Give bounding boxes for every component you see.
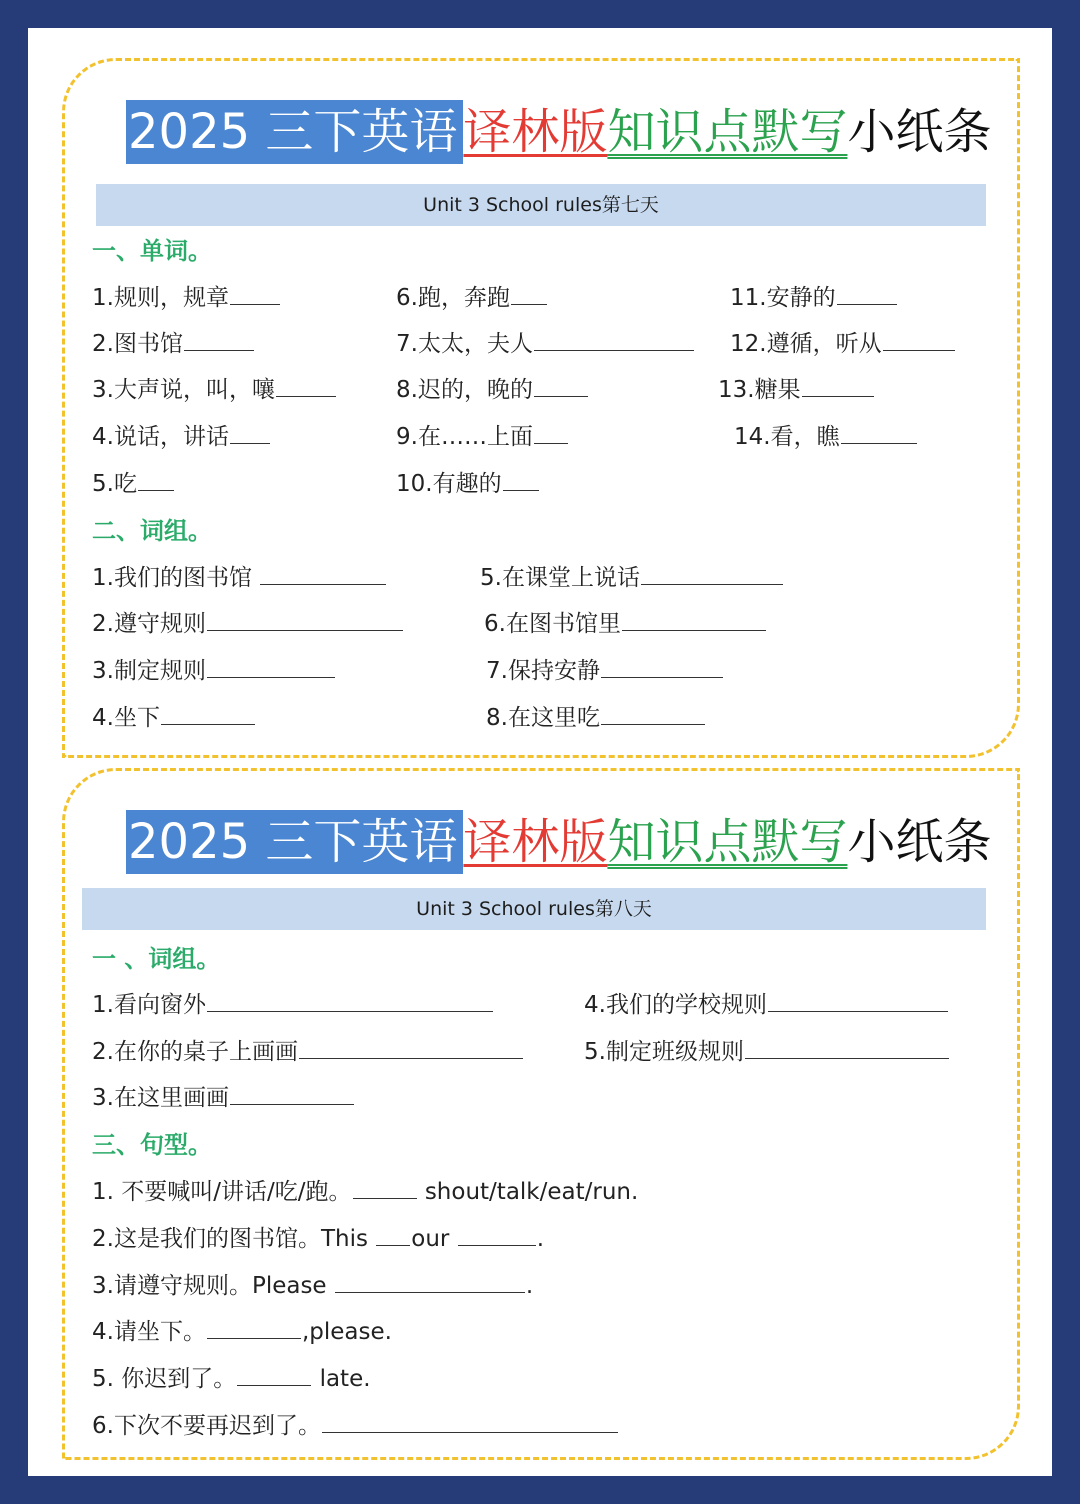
word-item-9: 9.在……上面 <box>396 421 569 453</box>
answer-blank[interactable] <box>841 421 917 444</box>
phrase-item-2: 2.遵守规则 <box>92 608 404 640</box>
answer-blank[interactable] <box>458 1223 536 1246</box>
answer-blank[interactable] <box>353 1176 417 1199</box>
title-edition: 译林版 <box>463 814 608 870</box>
word-item-13: 13.糖果 <box>718 374 875 406</box>
answer-blank[interactable] <box>207 989 493 1012</box>
title-topic: 知识点默写 <box>607 104 848 160</box>
phrase-item-2: 2.在你的桌子上画画 <box>92 1036 524 1068</box>
phrase-item-7: 7.保持安静 <box>486 655 724 687</box>
answer-blank[interactable] <box>138 468 174 491</box>
title-year-subject: 2025 三下英语 <box>126 100 463 164</box>
word-item-8: 8.迟的，晚的 <box>396 374 589 406</box>
answer-blank[interactable] <box>207 1316 301 1339</box>
answer-blank[interactable] <box>534 421 568 444</box>
phrase-item-3: 3.在这里画画 <box>92 1082 355 1114</box>
answer-blank[interactable] <box>534 374 588 397</box>
sentence-item-5: 5. 你迟到了。 late. <box>92 1363 371 1395</box>
card2-title <box>126 810 991 874</box>
sentence-item-6: 6.下次不要再迟到了。 <box>92 1410 619 1442</box>
card1-title <box>126 100 991 164</box>
answer-blank[interactable] <box>299 1036 523 1059</box>
card1-unit-subtitle: Unit 3 School rules第七天 <box>96 184 986 226</box>
answer-blank[interactable] <box>207 655 335 678</box>
phrase-item-4: 4.坐下 <box>92 702 256 734</box>
word-item-12: 12.遵循，听从 <box>730 328 956 360</box>
sentence-item-4: 4.请坐下。 ,please. <box>92 1316 392 1348</box>
answer-blank[interactable] <box>641 562 783 585</box>
sentence-item-1: 1. 不要喊叫/讲话/吃/跑。 shout/talk/eat/run. <box>92 1176 638 1208</box>
title-suffix: 小纸条 <box>847 104 992 160</box>
word-item-6: 6.跑，奔跑 <box>396 282 548 314</box>
phrase-item-6: 6.在图书馆里 <box>484 608 767 640</box>
answer-blank[interactable] <box>230 1082 354 1105</box>
answer-blank[interactable] <box>883 328 955 351</box>
word-item-11: 11.安静的 <box>730 282 898 314</box>
word-item-1: 1.规则，规章 <box>92 282 281 314</box>
title-suffix: 小纸条 <box>847 814 992 870</box>
phrase-item-3: 3.制定规则 <box>92 655 336 687</box>
answer-blank[interactable] <box>376 1223 410 1246</box>
card2-section-sentences: 三、句型。 <box>92 1131 212 1159</box>
answer-blank[interactable] <box>207 608 403 631</box>
word-item-3: 3.大声说，叫，嚷 <box>92 374 337 406</box>
answer-blank[interactable] <box>768 989 948 1012</box>
sentence-item-3: 3.请遵守规则。Please . <box>92 1270 533 1302</box>
title-edition: 译林版 <box>463 104 608 160</box>
phrase-item-1: 1.我们的图书馆 <box>92 562 387 594</box>
answer-blank[interactable] <box>276 374 336 397</box>
answer-blank[interactable] <box>237 1363 311 1386</box>
answer-blank[interactable] <box>335 1270 525 1293</box>
card2-section-phrases: 一 、词组。 <box>92 945 221 973</box>
answer-blank[interactable] <box>230 282 280 305</box>
title-topic: 知识点默写 <box>607 814 848 870</box>
sentence-item-2: 2.这是我们的图书馆。This our . <box>92 1223 544 1255</box>
word-item-14: 14.看，瞧 <box>734 421 918 453</box>
phrase-item-5: 5.制定班级规则 <box>584 1036 950 1068</box>
card2-unit-subtitle: Unit 3 School rules第八天 <box>82 888 986 930</box>
answer-blank[interactable] <box>745 1036 949 1059</box>
answer-blank[interactable] <box>837 282 897 305</box>
word-item-5: 5.吃 <box>92 468 175 500</box>
word-item-2: 2.图书馆 <box>92 328 255 360</box>
phrase-item-8: 8.在这里吃 <box>486 702 706 734</box>
worksheet-page <box>28 28 1052 1476</box>
answer-blank[interactable] <box>601 702 705 725</box>
word-item-7: 7.太太，夫人 <box>396 328 695 360</box>
answer-blank[interactable] <box>230 421 270 444</box>
answer-blank[interactable] <box>184 328 254 351</box>
card1-section-words: 一、单词。 <box>92 237 212 265</box>
answer-blank[interactable] <box>161 702 255 725</box>
card1-section-phrases: 二、词组。 <box>92 517 212 545</box>
phrase-item-5: 5.在课堂上说话 <box>480 562 784 594</box>
answer-blank[interactable] <box>322 1410 618 1433</box>
answer-blank[interactable] <box>601 655 723 678</box>
answer-blank[interactable] <box>503 468 539 491</box>
answer-blank[interactable] <box>802 374 874 397</box>
answer-blank[interactable] <box>534 328 694 351</box>
phrase-item-1: 1.看向窗外 <box>92 989 494 1021</box>
answer-blank[interactable] <box>260 562 386 585</box>
answer-blank[interactable] <box>511 282 547 305</box>
phrase-item-4: 4.我们的学校规则 <box>584 989 949 1021</box>
answer-blank[interactable] <box>622 608 766 631</box>
word-item-4: 4.说话，讲话 <box>92 421 271 453</box>
title-year-subject: 2025 三下英语 <box>126 810 463 874</box>
word-item-10: 10.有趣的 <box>396 468 540 500</box>
